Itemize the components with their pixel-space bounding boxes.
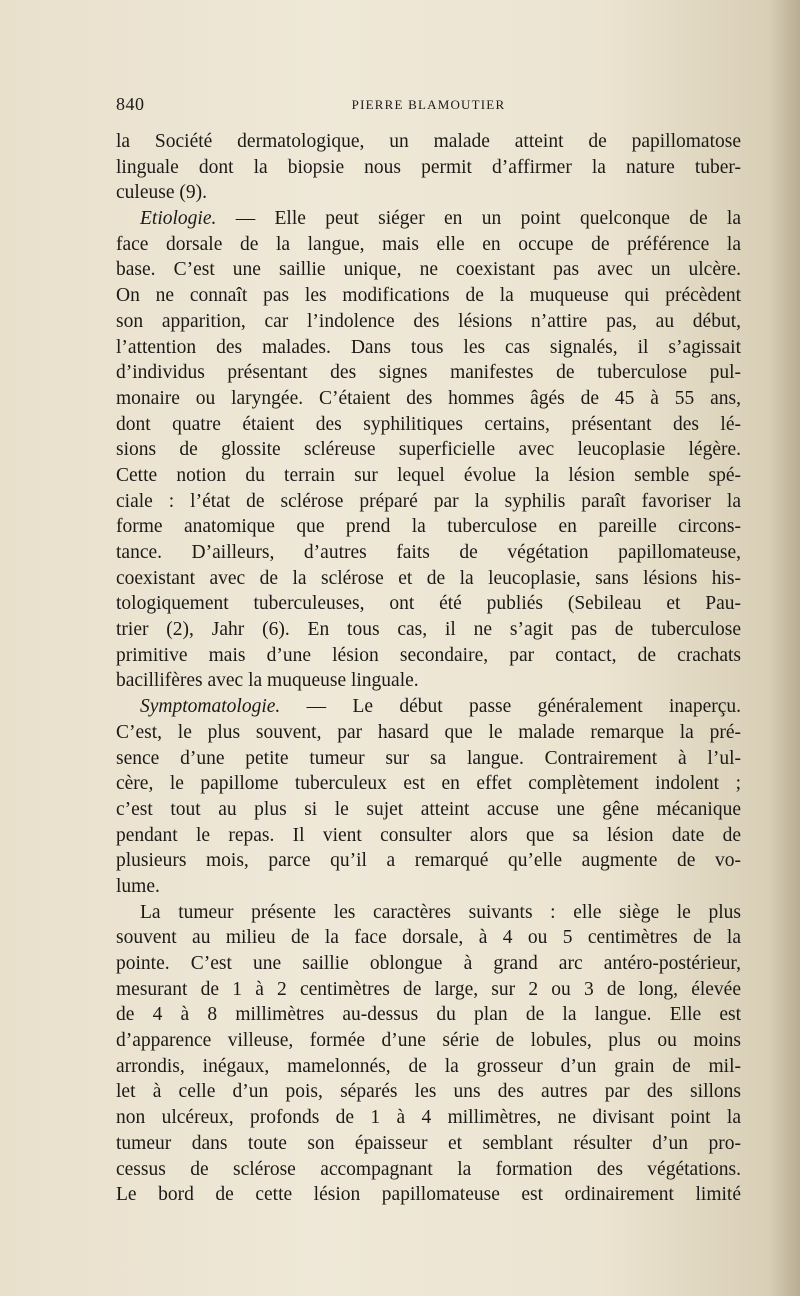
- body-text: [116, 129, 741, 1208]
- text-line: [116, 360, 741, 386]
- text-line: [116, 643, 741, 669]
- line-text: bacillifères avec la muqueuse linguale.: [116, 670, 419, 692]
- text-line: [116, 1131, 741, 1157]
- text-line: [116, 951, 741, 977]
- line-text: c’est tout au plus si le sujet atteint accuse une gêne mécanique: [116, 798, 741, 820]
- text-line: [116, 797, 741, 823]
- line-text: monaire ou laryngée. C’étaient des hommes âgés de 45 à 55 ans,: [116, 387, 741, 409]
- line-text: linguale dont la biopsie nous permit d’affirmer la nature tuber-: [116, 156, 741, 178]
- text-line: [116, 874, 741, 900]
- text-line: [116, 232, 741, 258]
- line-text: C’est, le plus souvent, par hasard que le malade remarque la pré-: [116, 721, 741, 743]
- line-text: On ne connaît pas les modifications de la muqueuse qui précèdent: [116, 285, 741, 307]
- text-line: [116, 180, 741, 206]
- text-line: [116, 1079, 741, 1105]
- page-number: 840: [116, 94, 145, 114]
- line-text: pointe. C’est une saillie oblongue à grand arc antéro-postérieur,: [116, 953, 741, 974]
- line-text: forme anatomique que prend la tuberculose en pareille circons-: [116, 516, 741, 538]
- text-line: [116, 1182, 741, 1208]
- line-text: d’apparence villeuse, formée d’une série de lobules, plus ou moins: [116, 1030, 741, 1052]
- line-text: sions de glossite scléreuse superficielle avec leucoplasie légère.: [116, 439, 741, 461]
- line-text: lume.: [116, 875, 160, 897]
- text-line: [116, 771, 741, 797]
- line-text: ciale : l’état de sclérose préparé par la syphilis paraît favoriser la: [116, 490, 741, 512]
- line-text: souvent au milieu de la face dorsale, à 4 ou 5 centimètres de la: [116, 927, 741, 949]
- line-text: non ulcéreux, profonds de 1 à 4 millimètres, ne divisant point la: [116, 1107, 741, 1129]
- line-text: cère, le papillome tuberculeux est en effet complètement indolent ;: [116, 773, 741, 795]
- text-line: [116, 335, 741, 361]
- text-line: [116, 848, 741, 874]
- text-line: [116, 668, 741, 694]
- text-line: [116, 1002, 741, 1028]
- line-text: La tumeur présente les caractères suivants : elle siège le plus: [140, 901, 741, 923]
- text-line: [116, 489, 741, 515]
- running-head: [116, 94, 741, 116]
- text-line: [116, 155, 741, 181]
- text-line: [116, 720, 741, 746]
- line-text: arrondis, inégaux, mamelonnés, de la grosseur d’un grain de mil-: [116, 1055, 741, 1077]
- line-text: tumeur dans toute son épaisseur et semblant résulter d’un pro-: [116, 1132, 741, 1154]
- line-text: face dorsale de la langue, mais elle en occupe de préférence la: [116, 233, 741, 255]
- text-line: [116, 925, 741, 951]
- line-text: mesurant de 1 à 2 centimètres de large, sur 2 ou 3 de long, élevée: [116, 978, 741, 1000]
- line-text: — Le début passe généralement inaperçu.: [280, 696, 741, 718]
- text-line: [116, 746, 741, 772]
- line-text: trier (2), Jahr (6). En tous cas, il ne s’agit pas de tuberculose: [116, 619, 741, 641]
- line-text: sence d’une petite tumeur sur sa langue. Contrairement à l’ul-: [116, 747, 741, 769]
- text-line: [116, 257, 741, 283]
- line-text: cessus de sclérose accompagnant la formation des végétations.: [116, 1158, 741, 1180]
- text-line: [116, 206, 741, 232]
- text-line: [116, 900, 741, 926]
- section-heading: Symptomatologie.: [140, 696, 281, 718]
- text-line: [116, 1054, 741, 1080]
- line-text: Le bord de cette lésion papillomateuse est ordinairement limité: [116, 1184, 741, 1206]
- text-line: [116, 463, 741, 489]
- text-line: [116, 514, 741, 540]
- line-text: pendant le repas. Il vient consulter alors que sa lésion date de: [116, 824, 741, 846]
- line-text: coexistant avec de la sclérose et de la leucoplasie, sans lésions his-: [116, 567, 741, 589]
- text-line: [116, 1157, 741, 1183]
- text-line: [116, 540, 741, 566]
- line-text: dont quatre étaient des syphilitiques certains, présentant des lé-: [116, 413, 741, 435]
- text-line: [116, 309, 741, 335]
- text-line: [116, 823, 741, 849]
- text-line: [116, 386, 741, 412]
- text-line: [116, 694, 741, 720]
- text-line: [116, 129, 741, 155]
- line-text: son apparition, car l’indolence des lésions n’attire pas, au début,: [116, 310, 741, 332]
- line-text: base. C’est une saillie unique, ne coexistant pas avec un ulcère.: [116, 259, 741, 281]
- text-line: [116, 977, 741, 1003]
- text-line: [116, 617, 741, 643]
- running-title: PIERRE BLAMOUTIER: [351, 97, 506, 112]
- section-heading: Etiologie.: [140, 208, 217, 230]
- text-line: [116, 437, 741, 463]
- line-text: tance. D’ailleurs, d’autres faits de végétation papillomateuse,: [116, 542, 741, 563]
- text-line: [116, 412, 741, 438]
- line-text: la Société dermatologique, un malade atteint de papillomatose: [116, 131, 741, 152]
- line-text: culeuse (9).: [116, 182, 207, 204]
- text-line: [116, 1105, 741, 1131]
- text-line: [116, 566, 741, 592]
- text-line: [116, 283, 741, 309]
- line-text: l’attention des malades. Dans tous les cas signalés, il s’agissait: [116, 336, 741, 358]
- line-text: tologiquement tuberculeuses, ont été publiés (Sebileau et Pau-: [116, 593, 741, 615]
- line-text: primitive mais d’une lésion secondaire, par contact, de crachats: [116, 644, 741, 666]
- line-text: Cette notion du terrain sur lequel évolue la lésion semble spé-: [116, 464, 741, 486]
- line-text: let à celle d’un pois, séparés les uns des autres par des sillons: [116, 1081, 741, 1103]
- line-text: — Elle peut siéger en un point quelconque de la: [216, 208, 741, 230]
- line-text: plusieurs mois, parce qu’il a remarqué qu’elle augmente de vo-: [116, 850, 741, 872]
- line-text: d’individus présentant des signes manifestes de tuberculose pul-: [116, 362, 741, 384]
- line-text: de 4 à 8 millimètres au-dessus du plan de la langue. Elle est: [116, 1004, 741, 1026]
- text-line: [116, 591, 741, 617]
- text-line: [116, 1028, 741, 1054]
